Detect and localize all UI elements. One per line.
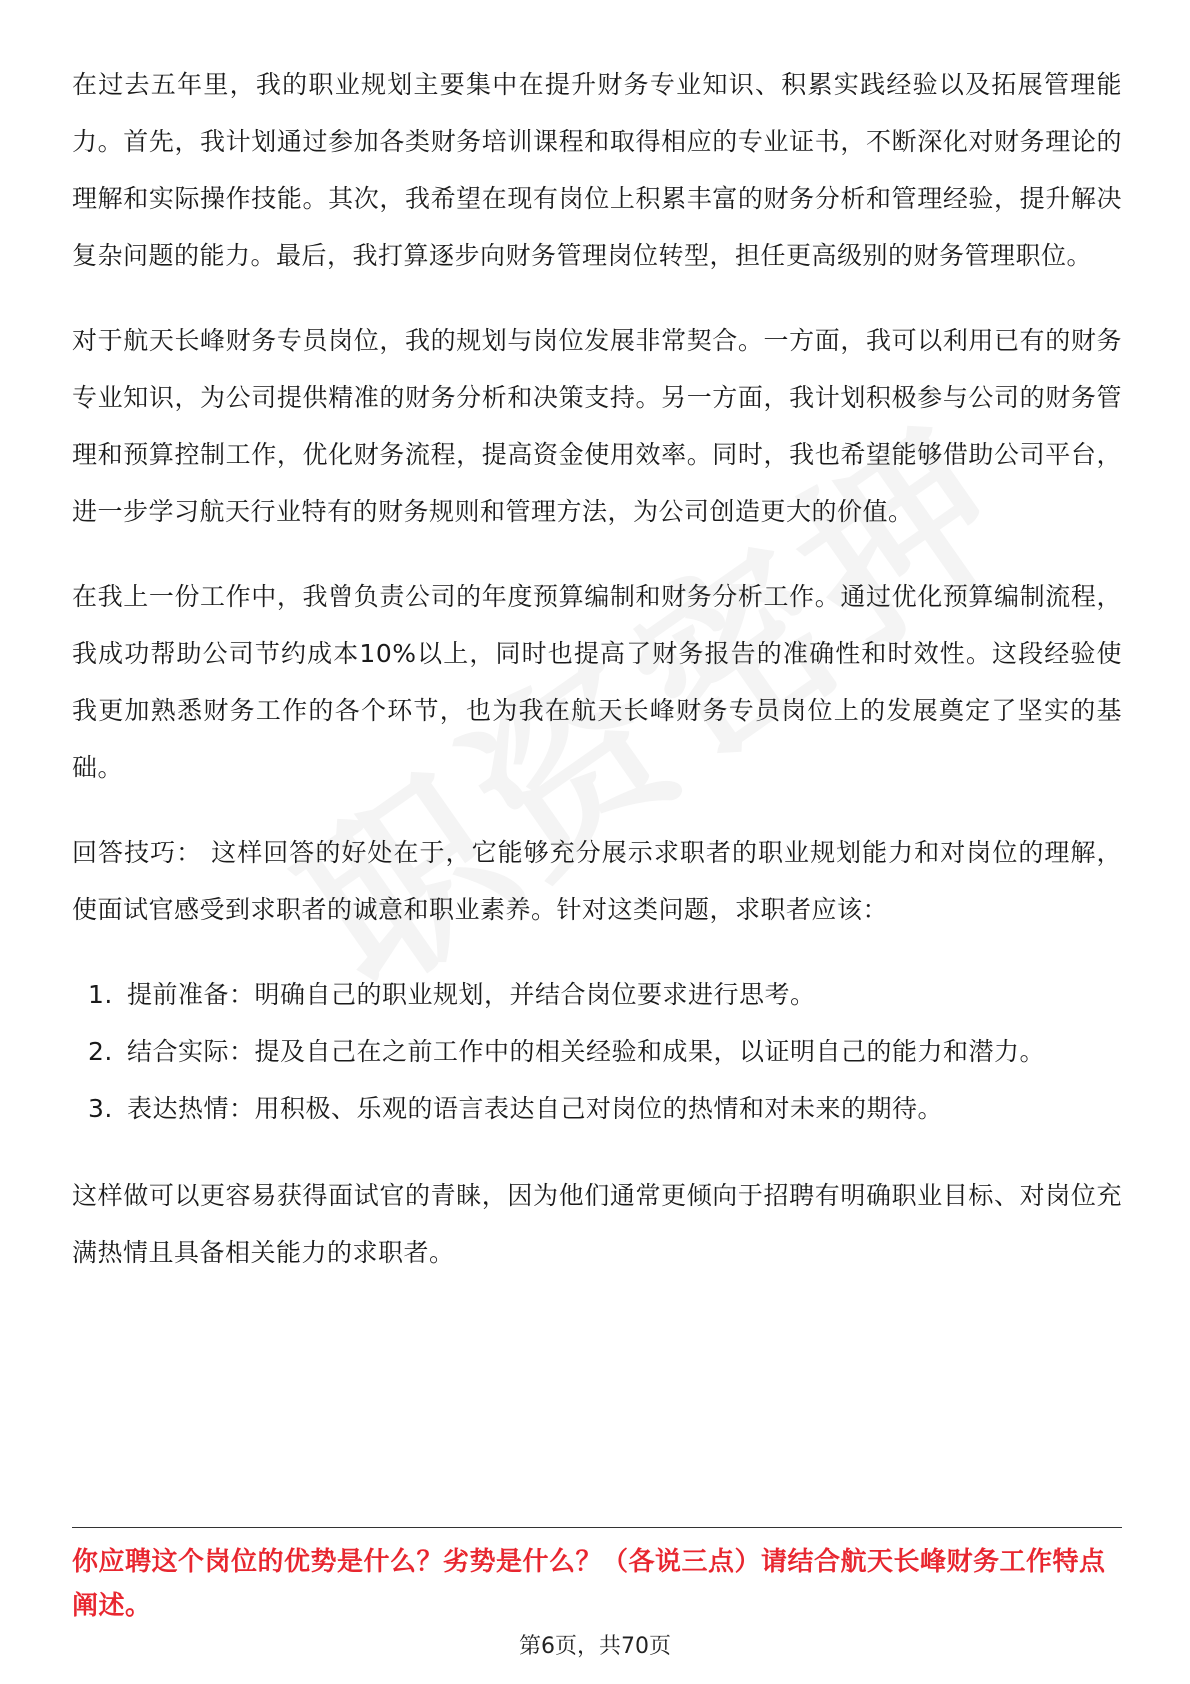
section-divider [72, 1527, 1122, 1528]
list-number: 2. [88, 1037, 113, 1066]
document-body [72, 56, 1122, 1309]
list-text: 提前准备：明确自己的职业规划，并结合岗位要求进行思考。 [127, 980, 816, 1009]
paragraph-experience: 在我上一份工作中，我曾负责公司的年度预算编制和财务分析工作。通过优化预算编制流程，我成功帮助公司节约成本10%以上，同时也提高了财务报告的准确性和时效性。这段经验使我更加熟悉财务工作的各个环节，也为我在航天长峰财务专员岗位上的发展奠定了坚实的基础。 [72, 582, 1122, 782]
list-item [72, 1023, 1122, 1080]
list-text: 结合实际：提及自己在之前工作中的相关经验和成果，以证明自己的能力和潜力。 [127, 1037, 1046, 1066]
paragraph-position-fit: 对于航天长峰财务专员岗位，我的规划与岗位发展非常契合。一方面，我可以利用已有的财务专业知识，为公司提供精准的财务分析和决策支持。另一方面，我计划积极参与公司的财务管理和预算控制工作，优化财务流程，提高资金使用效率。同时，我也希望能够借助公司平台，进一步学习航天行业特有的财务规则和管理方法，为公司创造更大的价值。 [72, 326, 1122, 526]
list-item [72, 1080, 1122, 1137]
page-number: 第6页，共70页 [519, 1634, 671, 1659]
list-item [72, 966, 1122, 1023]
list-text: 表达热情：用积极、乐观的语言表达自己对岗位的热情和对未来的期待。 [127, 1094, 944, 1123]
list-number: 1. [88, 980, 113, 1009]
next-question-heading: 你应聘这个岗位的优势是什么？劣势是什么？（各说三点）请结合航天长峰财务工作特点阐述。 [72, 1547, 1106, 1621]
paragraph-answer-tips: 回答技巧： 这样回答的好处在于，它能够充分展示求职者的职业规划能力和对岗位的理解，使面试官感受到求职者的诚意和职业素养。针对这类问题，求职者应该： [72, 838, 1122, 924]
paragraph-career-plan: 在过去五年里，我的职业规划主要集中在提升财务专业知识、积累实践经验以及拓展管理能力。首先，我计划通过参加各类财务培训课程和取得相应的专业证书，不断深化对财务理论的理解和实际操作技能。其次，我希望在现有岗位上积累丰富的财务分析和管理经验，提升解决复杂问题的能力。最后，我打算逐步向财务管理岗位转型，担任更高级别的财务管理职位。 [72, 70, 1122, 270]
paragraph-closing: 这样做可以更容易获得面试官的青睐，因为他们通常更倾向于招聘有明确职业目标、对岗位充满热情且具备相关能力的求职者。 [72, 1181, 1122, 1267]
tips-list [72, 966, 1122, 1137]
list-number: 3. [88, 1094, 113, 1123]
